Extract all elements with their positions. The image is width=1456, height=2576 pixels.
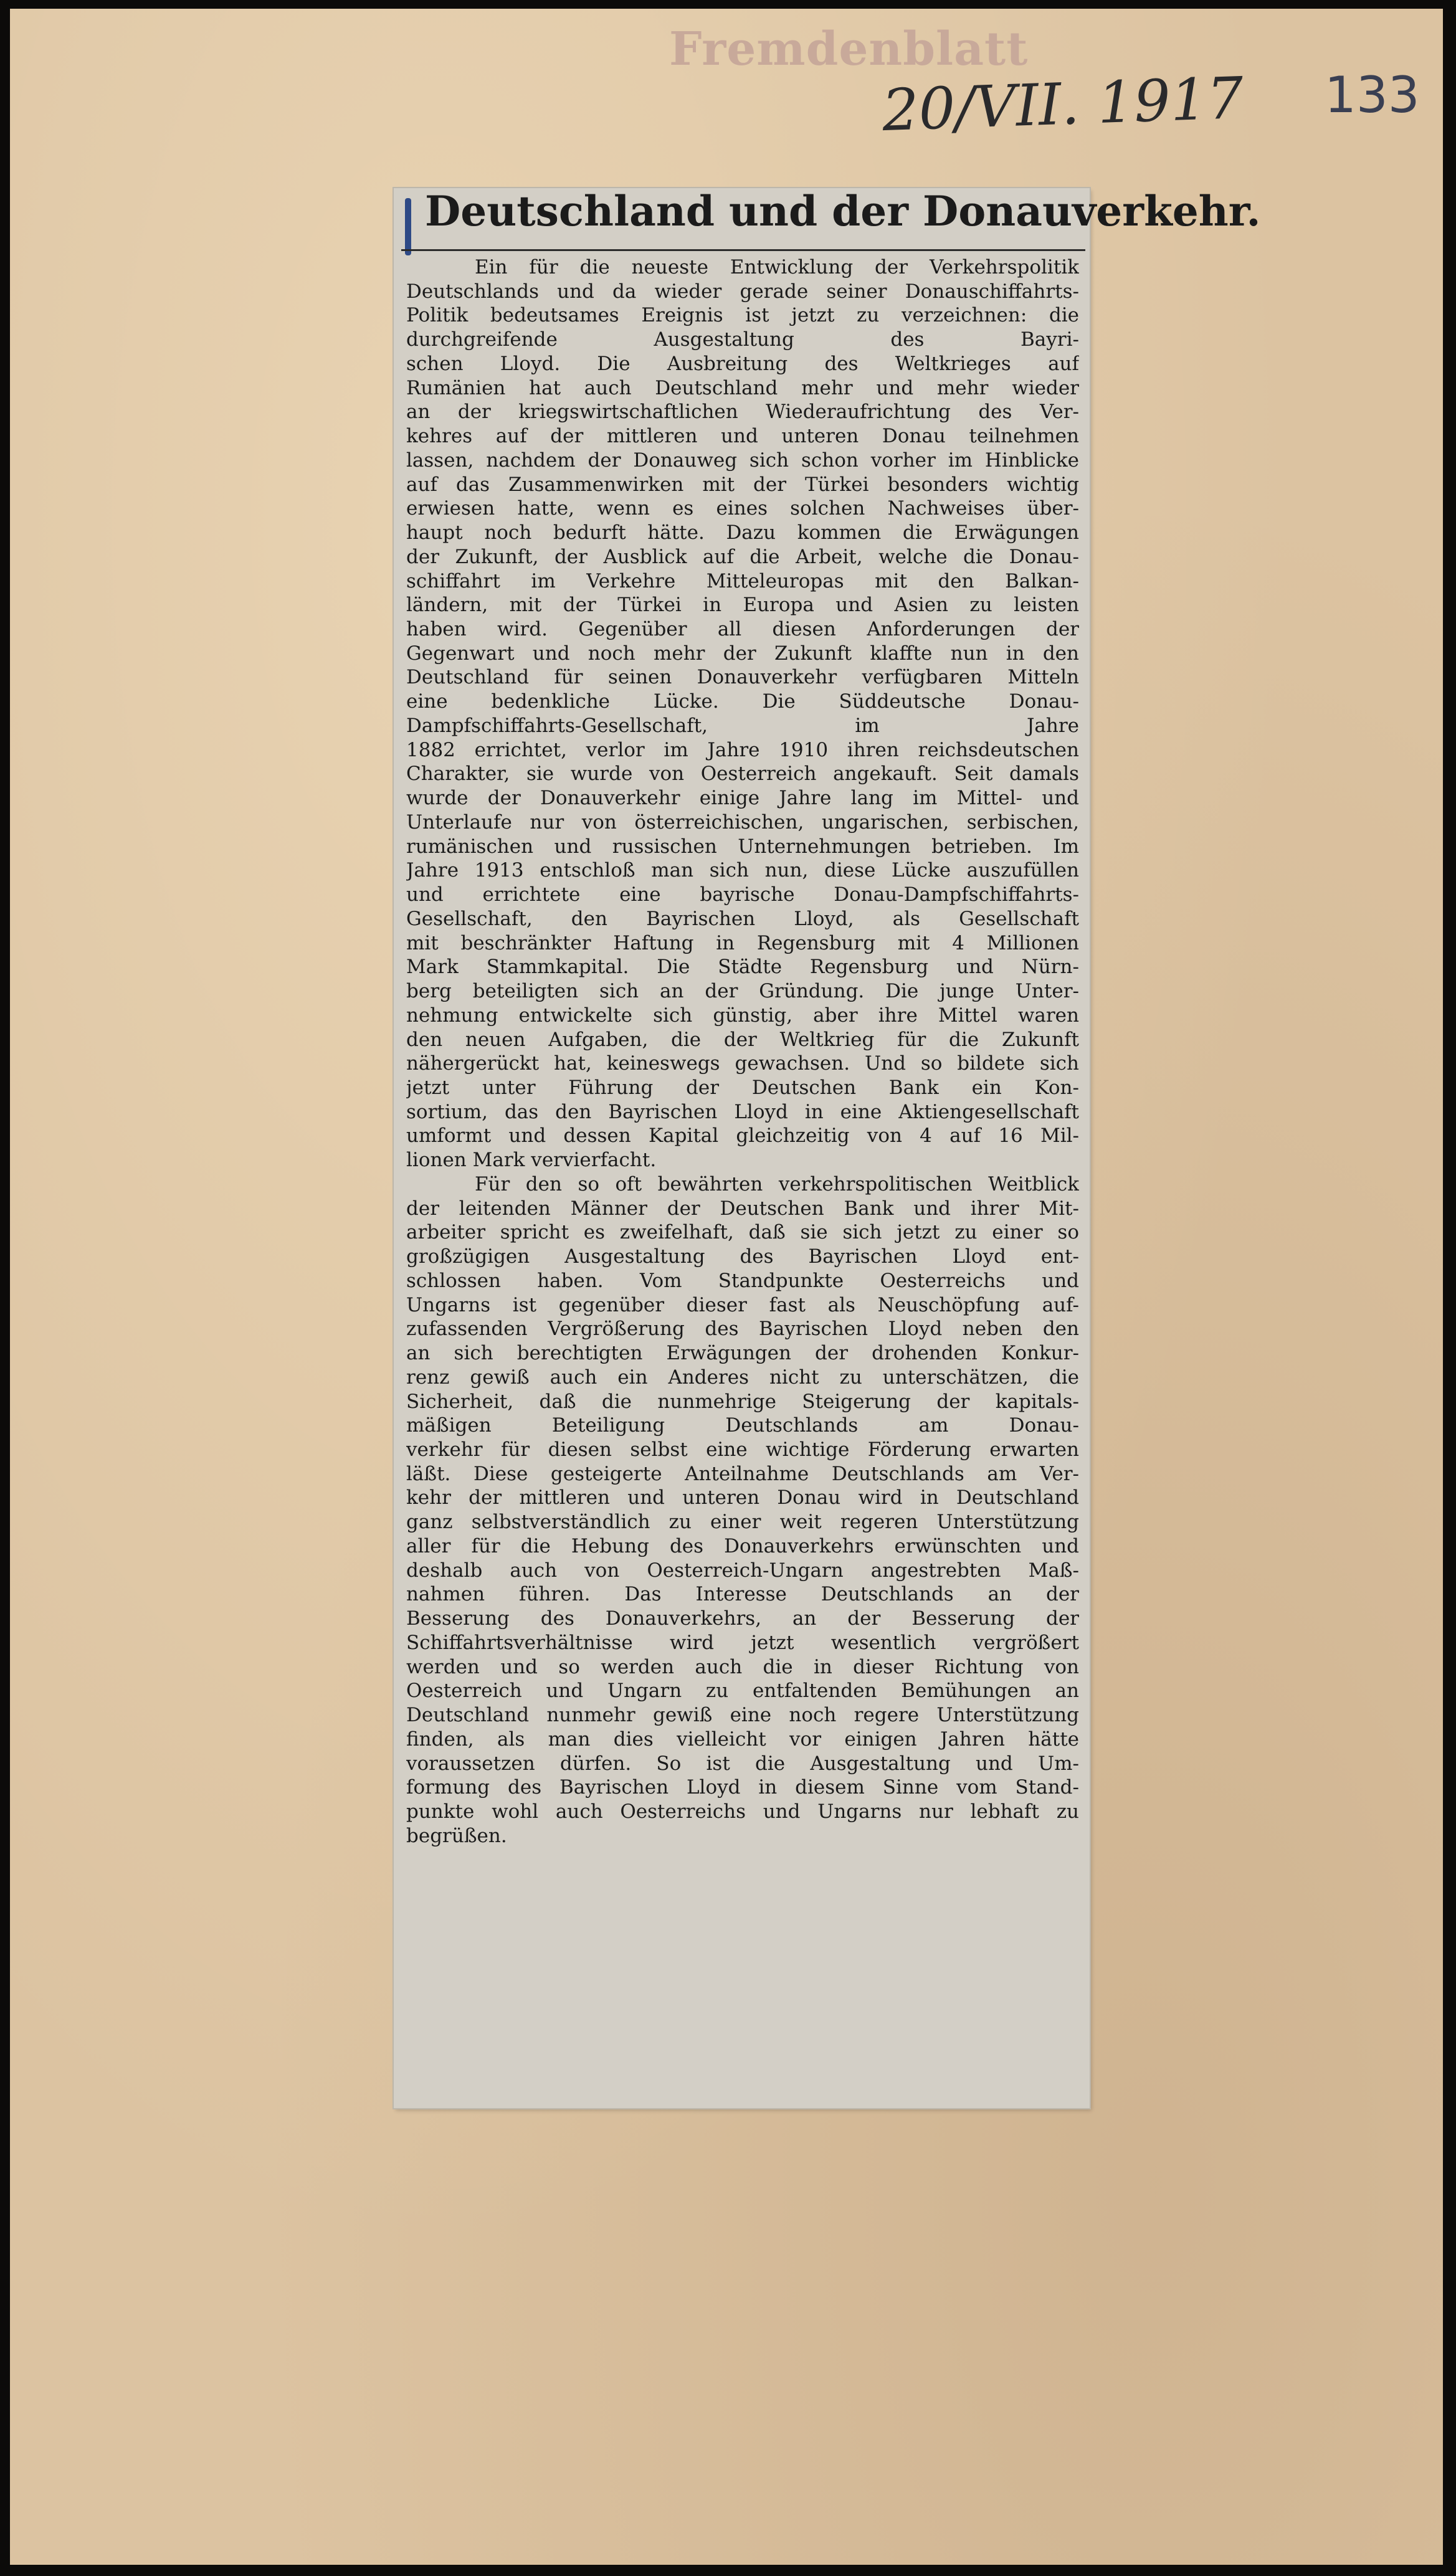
article-line: Deutschlands und da wieder gerade seiner Donauschiffahrts- [406, 280, 1079, 303]
article-line: lionen Mark vervierfacht. [406, 1149, 657, 1172]
article-line: ganz selbstverständlich zu einer weit regeren Unterstützung [406, 1511, 1079, 1534]
article-line: Gesellschaft, den Bayrischen Lloyd, als Gesellschaft [406, 907, 1079, 930]
article-line: an der kriegswirtschaftlichen Wiederaufrichtung des Ver- [406, 401, 1079, 424]
article-line: aller für die Hebung des Donauverkehrs erwünschten und [406, 1534, 1079, 1557]
article-line: an sich berechtigten Erwägungen der drohenden Konkur- [406, 1342, 1079, 1365]
folio-number: 133 [1325, 66, 1420, 124]
article-line: erwiesen hatte, wenn es eines solchen Nachweises über- [406, 497, 1079, 520]
article-line: wurde der Donauverkehr einige Jahre lang im Mittel- und [406, 787, 1079, 810]
article-line: Ein für die neueste Entwicklung der Verkehrspolitik [475, 256, 1079, 278]
article-line: schiffahrt im Verkehre Mitteleuropas mit den Balkan- [406, 569, 1079, 592]
article-line: kehr der mittleren und unteren Donau wird in Deutschland [406, 1486, 1079, 1509]
article-line: finden, als man dies vielleicht vor einigen Jahren hätte [406, 1728, 1079, 1751]
article-line: punkte wohl auch Oesterreichs und Ungarns nur lebhaft zu [406, 1800, 1079, 1823]
newspaper-stamp: Fremdenblatt [669, 22, 1029, 76]
headline-rule [401, 249, 1085, 251]
article-line: schen Lloyd. Die Ausbreitung des Weltkrieges auf [406, 352, 1079, 375]
article-line: mäßigen Beteiligung Deutschlands am Donau- [406, 1414, 1079, 1437]
handwritten-date: 20/VII. 1917 [881, 64, 1245, 145]
article-line: nahmen führen. Das Interesse Deutschlands an der [406, 1583, 1079, 1606]
article-line: Oesterreich und Ungarn zu entfaltenden Bemühungen an [406, 1680, 1079, 1703]
article-line: Dampfschiffahrts-Gesellschaft, im Jahre [406, 714, 1079, 737]
blue-pencil-mark [405, 198, 411, 255]
article-line: Sicherheit, daß die nunmehrige Steigerung der kapitals- [406, 1390, 1079, 1413]
article-line: deshalb auch von Oesterreich-Ungarn angestrebten Maß- [406, 1559, 1079, 1582]
article-line: umformt und dessen Kapital gleichzeitig von 4 auf 16 Mil- [406, 1124, 1079, 1148]
article-line: ländern, mit der Türkei in Europa und Asien zu leisten [406, 594, 1079, 617]
article-body [406, 255, 1079, 1848]
article-line: Ungarns ist gegenüber dieser fast als Neuschöpfung auf- [406, 1293, 1079, 1316]
article-line: Rumänien hat auch Deutschland mehr und mehr wieder [406, 376, 1079, 399]
article-line: der Zukunft, der Ausblick auf die Arbeit, welche die Donau- [406, 545, 1079, 568]
article-line: und errichtete eine bayrische Donau-Dampfschiffahrts- [406, 883, 1079, 906]
article-line: lassen, nachdem der Donauweg sich schon vorher im Hinblicke [406, 449, 1079, 472]
article-line: 1882 errichtet, verlor im Jahre 1910 ihren reichsdeutschen [406, 738, 1079, 761]
article-line: nehmung entwickelte sich günstig, aber ihre Mittel waren [406, 1004, 1079, 1027]
article-headline: Deutschland und der Donauverkehr. [425, 187, 1261, 235]
article-line: Jahre 1913 entschloß man sich nun, diese Lücke auszufüllen [406, 859, 1079, 882]
article-line: Deutschland nunmehr gewiß eine noch regere Unterstützung [406, 1704, 1079, 1727]
article-line: rumänischen und russischen Unternehmungen betrieben. Im [406, 835, 1079, 858]
article-line: durchgreifende Ausgestaltung des Bayri- [406, 328, 1079, 351]
article-line: großzügigen Ausgestaltung des Bayrischen Lloyd ent- [406, 1245, 1079, 1268]
article-line: der leitenden Männer der Deutschen Bank und ihrer Mit- [406, 1197, 1079, 1220]
article-line: läßt. Diese gesteigerte Anteilnahme Deutschlands am Ver- [406, 1462, 1079, 1485]
article-line: berg beteiligten sich an der Gründung. Die junge Unter- [406, 980, 1079, 1003]
article-line: Deutschland für seinen Donauverkehr verfügbaren Mitteln [406, 666, 1079, 689]
article-line: renz gewiß auch ein Anderes nicht zu unterschätzen, die [406, 1366, 1079, 1389]
article-line: Schiffahrtsverhältnisse wird jetzt wesentlich vergrößert [406, 1631, 1079, 1654]
article-line: Charakter, sie wurde von Oesterreich angekauft. Seit damals [406, 763, 1079, 786]
article-line: Unterlaufe nur von österreichischen, ungarischen, serbischen, [406, 810, 1079, 834]
article-line: sortium, das den Bayrischen Lloyd in eine Aktiengesellschaft [406, 1100, 1079, 1123]
article-line: eine bedenkliche Lücke. Die Süddeutsche Donau- [406, 690, 1079, 713]
article-line: zufassenden Vergrößerung des Bayrischen Lloyd neben den [406, 1318, 1079, 1341]
article-line: verkehr für diesen selbst eine wichtige Förderung erwarten [406, 1438, 1079, 1461]
article-line: nähergerückt hat, keineswegs gewachsen. Und so bildete sich [406, 1052, 1079, 1075]
article-line: Für den so oft bewährten verkehrspolitischen Weitblick [475, 1172, 1079, 1195]
article-line: haupt noch bedurft hätte. Dazu kommen die Erwägungen [406, 521, 1079, 544]
article-line: formung des Bayrischen Lloyd in diesem Sinne vom Stand- [406, 1776, 1079, 1799]
article-line: begrüßen. [406, 1824, 507, 1847]
article-line: Politik bedeutsames Ereignis ist jetzt zu verzeichnen: die [406, 304, 1079, 327]
article-line: Besserung des Donauverkehrs, an der Besserung der [406, 1607, 1079, 1630]
article-line: auf das Zusammenwirken mit der Türkei besonders wichtig [406, 473, 1079, 496]
article-line: arbeiter spricht es zweifelhaft, daß sie sich jetzt zu einer so [406, 1221, 1079, 1244]
article-line: mit beschränkter Haftung in Regensburg mit 4 Millionen [406, 931, 1079, 954]
article-line: schlossen haben. Vom Standpunkte Oesterreichs und [406, 1269, 1079, 1292]
article-line: Gegenwart und noch mehr der Zukunft klaffte nun in den [406, 642, 1079, 665]
article-line: den neuen Aufgaben, die der Weltkrieg für die Zukunft [406, 1028, 1079, 1051]
article-line: Mark Stammkapital. Die Städte Regensburg und Nürn- [406, 956, 1079, 979]
article-line: haben wird. Gegenüber all diesen Anforderungen der [406, 618, 1079, 641]
article-line: kehres auf der mittleren und unteren Donau teilnehmen [406, 425, 1079, 448]
article-line: werden und so werden auch die in dieser Richtung von [406, 1655, 1079, 1678]
article-line: voraussetzen dürfen. So ist die Ausgestaltung und Um- [406, 1752, 1079, 1775]
article-line: jetzt unter Führung der Deutschen Bank ein Kon- [406, 1076, 1079, 1099]
